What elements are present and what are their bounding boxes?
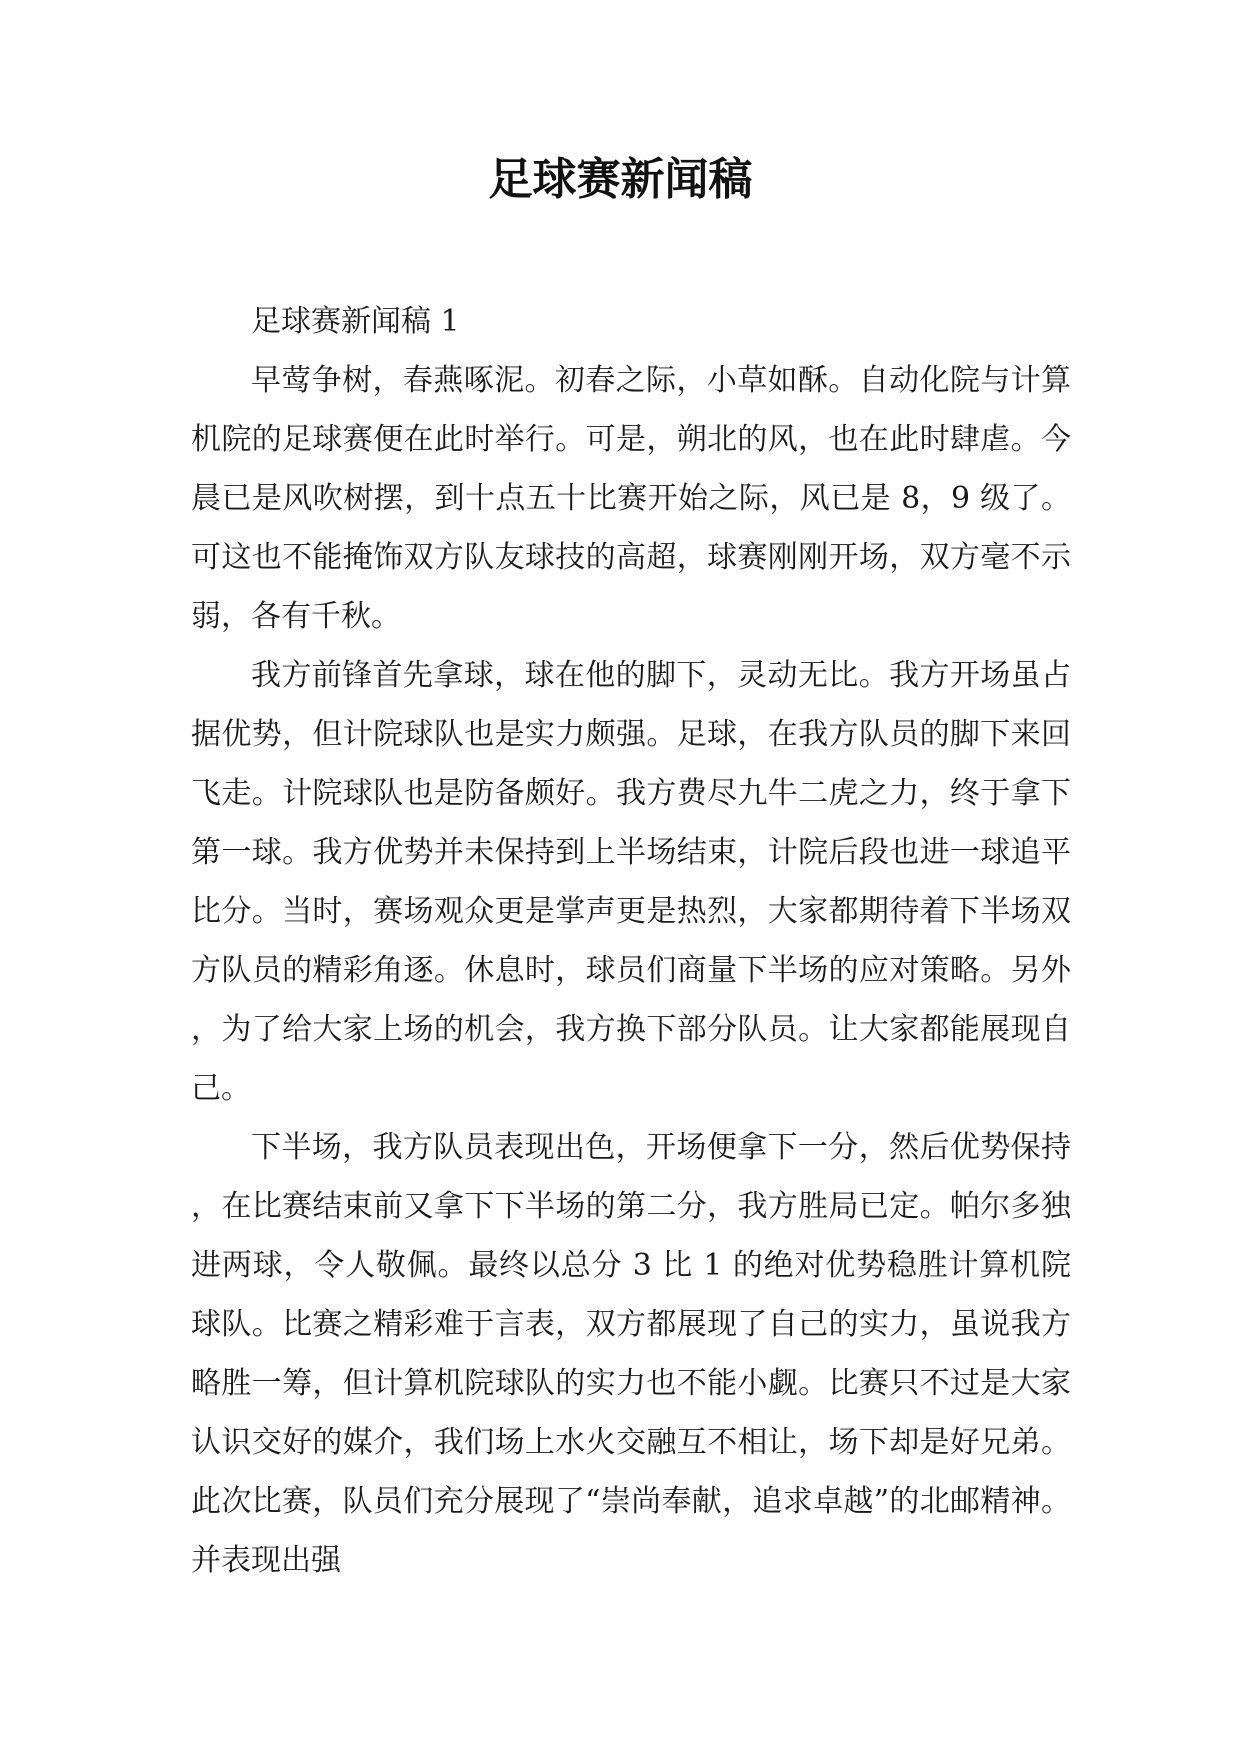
document-body [191, 292, 1071, 1590]
paragraph-2: 我方前锋首先拿球，球在他的脚下，灵动无比。我方开场虽占据优势，但计院球队也是实力颇强。足球，在我方队员的脚下来回飞走。计院球队也是防备颇好。我方费尽九牛二虎之力，终于拿下第一球。我方优势并未保持到上半场结束，计院后段也进一球追平比分。当时，赛场观众更是掌声更是热烈，大家都期待着下半场双方队员的精彩角逐。休息时，球员们商量下半场的应对策略。另外，为了给大家上场的机会，我方换下部分队员。让大家都能展现自己。 [191, 658, 1071, 1106]
section-heading: 足球赛新闻稿 1 [251, 304, 460, 339]
paragraph-1: 早莺争树，春燕啄泥。初春之际，小草如酥。自动化院与计算机院的足球赛便在此时举行。可是，朔北的风，也在此时肆虐。今晨已是风吹树摆，到十点五十比赛开始之际，风已是 8，9 级了。可这也不能掩饰双方队友球技的高超，球赛刚刚开场，双方毫不示弱，各有千秋。 [191, 363, 1071, 634]
paragraph-3: 下半场，我方队员表现出色，开场便拿下一分，然后优势保持，在比赛结束前又拿下下半场的第二分，我方胜局已定。帕尔多独进两球，令人敬佩。最终以总分 3 比 1 的绝对优势稳胜计算机院球队。比赛之精彩难于言表，双方都展现了自己的实力，虽说我方略胜一筹，但计算机院球队的实力也不能小觑。比赛只不过是大家认识交好的媒介，我们场上水火交融互不相让，场下却是好兄弟。此次比赛，队员们充分展现了“崇尚奉献，追求卓越”的北邮精神。并表现出强 [191, 1130, 1071, 1578]
document-title: 足球赛新闻稿 [488, 154, 753, 205]
